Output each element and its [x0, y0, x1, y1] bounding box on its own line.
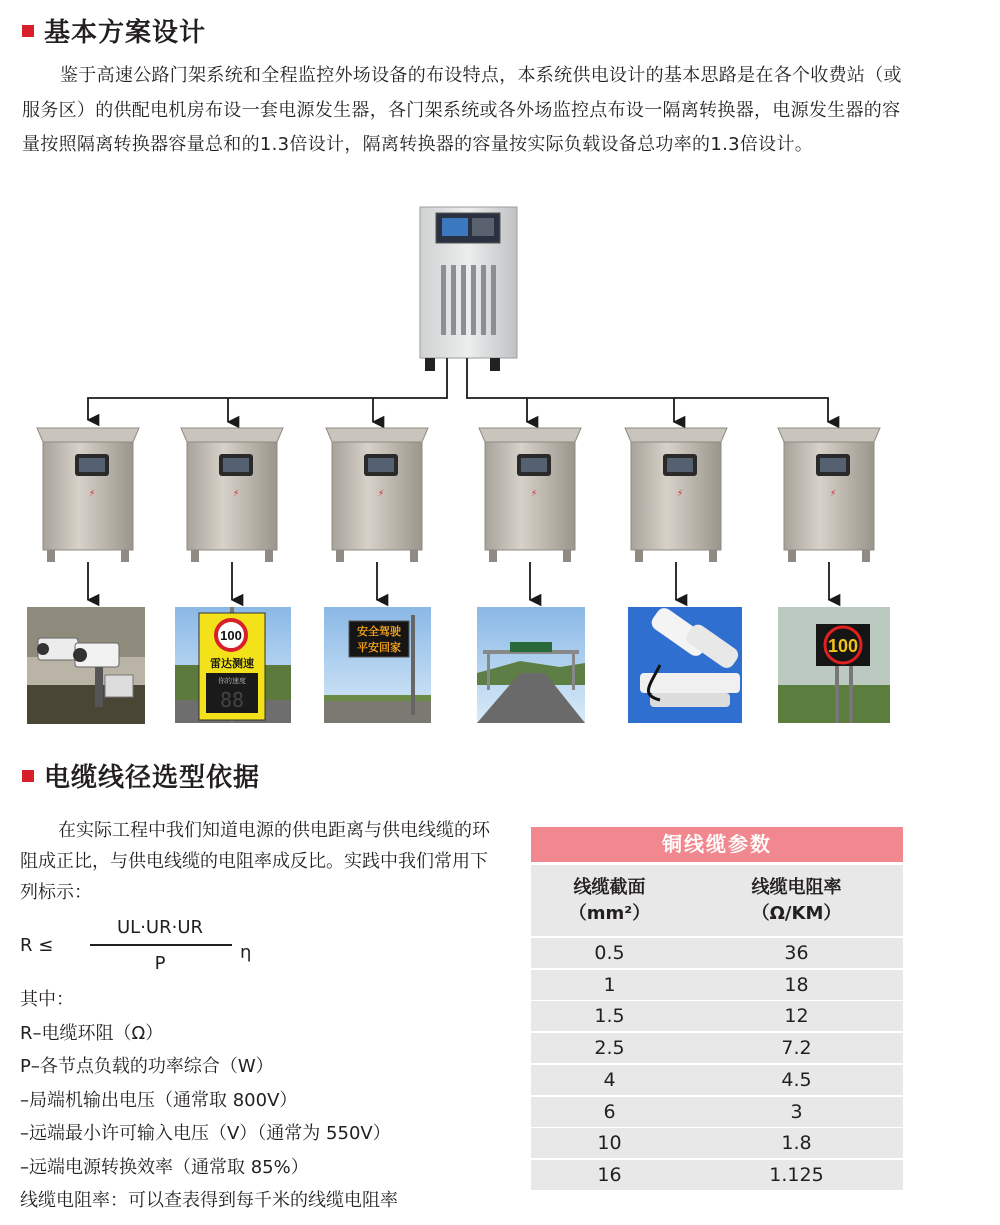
radar-sign-line2: 你的速度	[218, 677, 246, 685]
copper-cable-table	[531, 827, 903, 1190]
cross-section-cell: 10	[597, 1132, 622, 1155]
resistivity-cell: 18	[784, 973, 809, 996]
cross-section-cell: 0.5	[594, 941, 625, 964]
intro-paragraph: 鉴于高速公路门架系统和全程监控外场设备的布设特点，本系统供电设计的基本思路是在各个收费站（或服务区）的供配电机房布设一套电源发生器，各门架系统或各外场监控点布设一隔离转换器，电源发生器的容量按照隔离转换器容量总和的1.3倍设计，隔离转换器的容量按实际负载设备总功率的1.3倍设计。	[22, 65, 902, 155]
converter-box	[778, 428, 880, 600]
table-row	[531, 1128, 903, 1158]
table-row	[531, 1001, 903, 1031]
resistivity-cell: 36	[784, 941, 809, 964]
definition-line: –局端机输出电压（通常取 800V）	[20, 1089, 298, 1111]
cable-paragraph: 在实际工程中我们知道电源的供电距离与供电线缆的环阻成正比，与供电线缆的电阻率成反比。实践中我们常用下列标示：	[20, 820, 490, 903]
section-title-basic-plan	[22, 12, 206, 49]
field-device-photos	[27, 605, 890, 724]
vms-line2: 平安回家	[357, 641, 401, 654]
table-row	[531, 1065, 903, 1095]
formula-definitions	[20, 983, 398, 1218]
cross-section-cell: 1	[603, 973, 616, 996]
formula-denominator: P	[154, 953, 166, 974]
cross-section-cell: 1.5	[594, 1005, 625, 1028]
table-body	[531, 938, 903, 1190]
definition-line: –远端最小许可输入电压（V）（通常为 550V）	[20, 1123, 391, 1144]
definition-line: –远端电源转换效率（通常取 85%）	[20, 1156, 309, 1178]
converter-box	[37, 428, 139, 600]
formula-numerator: UL·UR·UR	[116, 917, 203, 938]
dome-camera-photo	[628, 605, 742, 723]
red-square-bullet-icon	[22, 770, 34, 782]
converter-box	[625, 428, 727, 600]
cross-section-cell: 2.5	[594, 1037, 625, 1059]
definition-line: R–电缆环阻（Ω）	[20, 1022, 164, 1044]
connection-lines	[88, 358, 828, 422]
svg-text:⚡: ⚡	[232, 489, 240, 499]
speed-limit-value-text: 100	[827, 636, 859, 656]
table-row	[531, 938, 903, 968]
table-row	[531, 1033, 903, 1063]
svg-text:⚡: ⚡	[829, 489, 837, 499]
speed-value-text: 100	[220, 628, 242, 643]
gantry-photo	[477, 607, 585, 723]
resistivity-cell: 1.8	[781, 1132, 812, 1155]
converter-box	[479, 428, 581, 600]
svg-text:⚡: ⚡	[88, 489, 96, 499]
table-header-row	[531, 865, 903, 936]
svg-text:⚡: ⚡	[676, 489, 684, 499]
power-generator-cabinet	[420, 207, 517, 371]
table-row	[531, 1160, 903, 1190]
definition-line: P–各节点负载的功率综合（W）	[20, 1056, 274, 1077]
header-cross-section	[531, 865, 688, 936]
table-row	[531, 1097, 903, 1127]
svg-text:⚡: ⚡	[377, 489, 385, 499]
cross-section-cell: 6	[603, 1100, 616, 1123]
svg-text:⚡: ⚡	[530, 489, 538, 499]
resistivity-cell: 3	[790, 1100, 803, 1123]
speed-limit-sign-photo	[778, 607, 890, 723]
fraction-bar	[90, 944, 232, 946]
power-distribution-diagram	[0, 195, 1000, 740]
table-row	[531, 970, 903, 1000]
formula-lhs: R ≤	[20, 935, 54, 956]
camera-photo	[27, 607, 145, 724]
red-square-bullet-icon	[22, 25, 34, 37]
section-title-cable-selection	[22, 757, 260, 794]
vms-board-photo	[324, 607, 431, 723]
header-resistivity	[690, 865, 903, 936]
definition-line: 其中：	[20, 989, 74, 1010]
svg-text:88: 88	[219, 688, 245, 712]
converter-box	[326, 428, 428, 600]
radar-sign-line1: 雷达测速	[210, 657, 254, 670]
cross-section-cell: 4	[603, 1068, 616, 1091]
vms-line1: 安全驾驶	[357, 625, 401, 638]
resistivity-cell: 12	[784, 1005, 809, 1028]
section-title-text: 基本方案设计	[44, 18, 207, 48]
header-unit: （mm²）	[568, 902, 651, 924]
header-unit: （Ω/KM）	[751, 902, 842, 924]
radar-speed-sign-photo	[175, 607, 291, 723]
header-text: 线缆电阻率	[751, 876, 842, 898]
resistivity-cell: 7.2	[781, 1037, 812, 1059]
cross-section-cell: 16	[597, 1164, 622, 1186]
table-title: 铜线缆参数	[531, 827, 903, 862]
definition-line: 线缆电阻率：可以查表得到每千米的线缆电阻率	[20, 1190, 398, 1211]
section-title-text: 电缆线径选型依据	[44, 763, 261, 793]
formula-eta: η	[240, 942, 252, 963]
isolation-converter-boxes	[37, 428, 880, 600]
header-text: 线缆截面	[573, 876, 646, 898]
converter-box	[181, 428, 283, 600]
resistance-formula	[20, 913, 280, 983]
resistivity-cell: 1.125	[769, 1164, 824, 1186]
resistivity-cell: 4.5	[781, 1068, 812, 1091]
